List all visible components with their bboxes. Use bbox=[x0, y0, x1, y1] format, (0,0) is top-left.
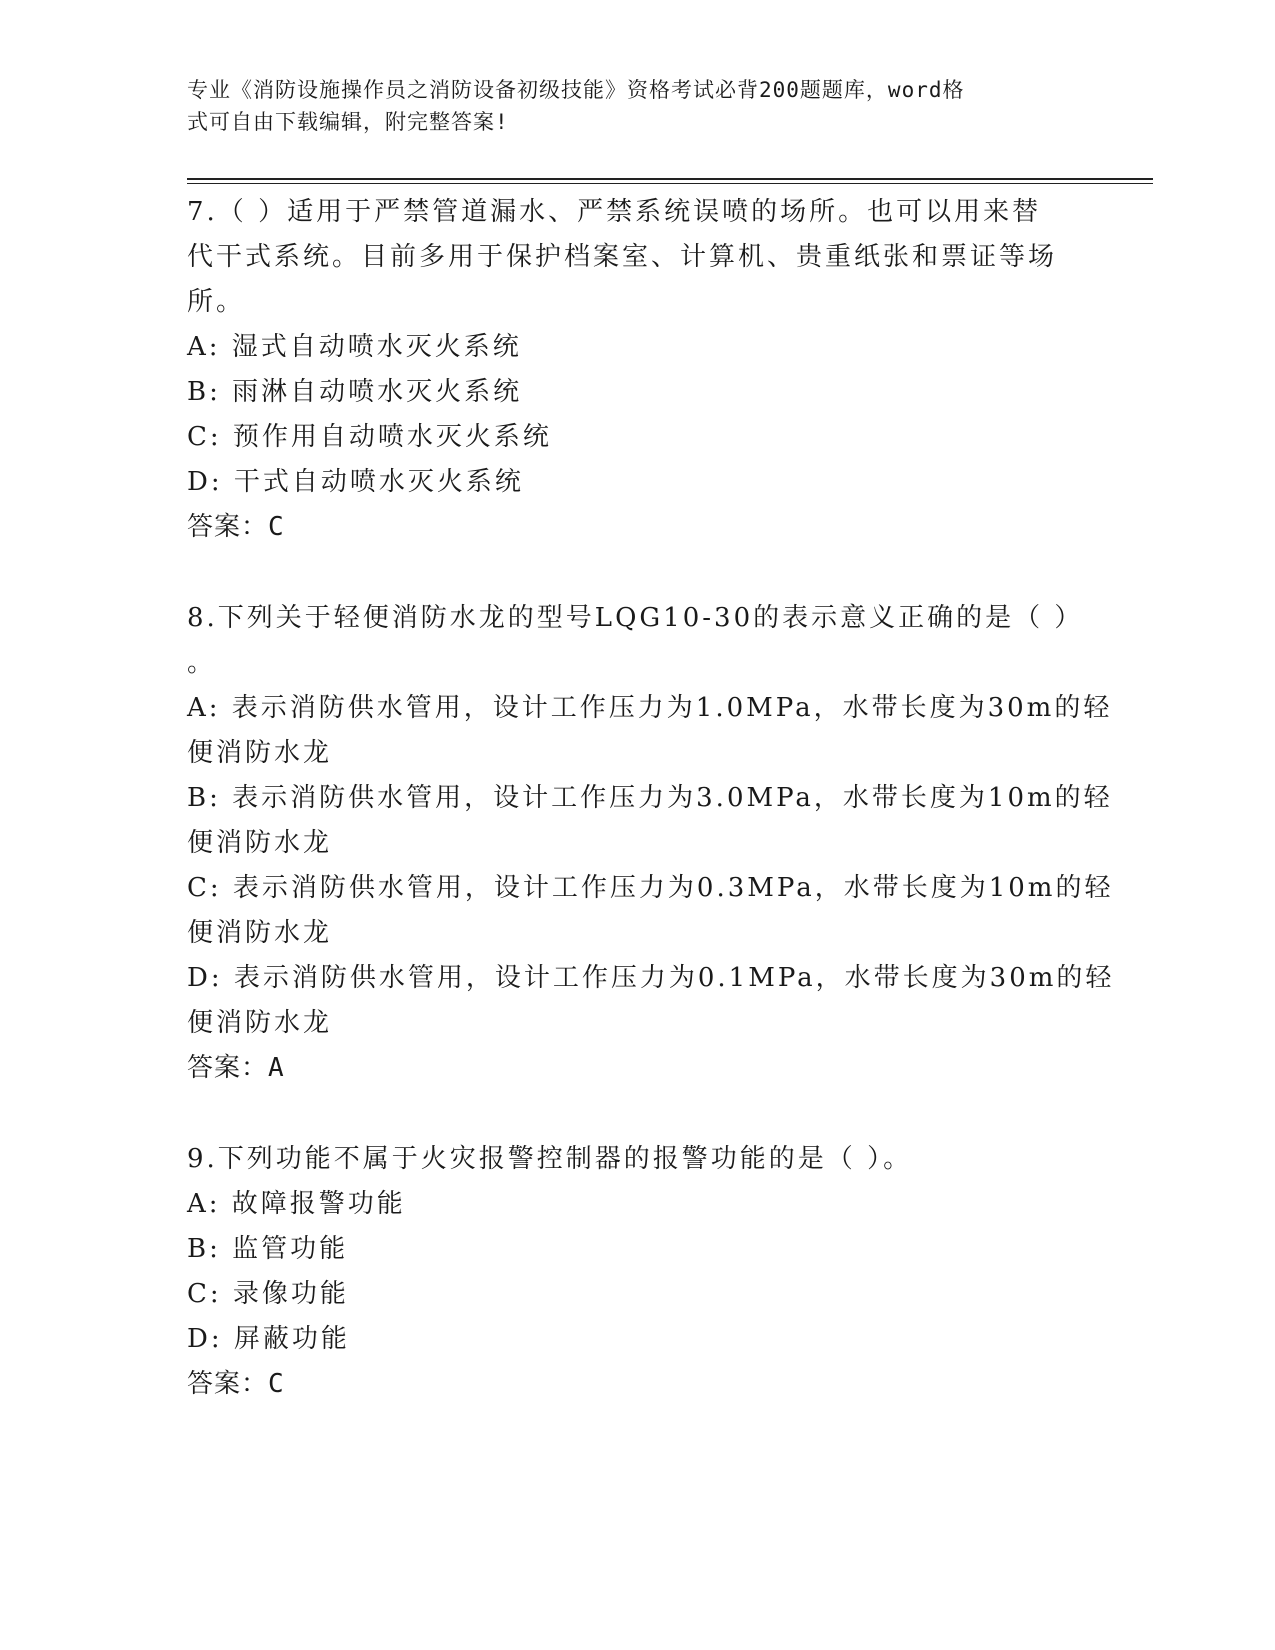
header-line-1: 专业《消防设施操作员之消防设备初级技能》资格考试必背200题题库，word格 bbox=[187, 78, 965, 102]
answer-label: 答案： bbox=[187, 1369, 269, 1399]
option-c: C: 预作用自动喷水灭火系统 bbox=[187, 422, 552, 452]
header-divider-thick bbox=[187, 178, 1153, 180]
answer-value: A bbox=[268, 1053, 285, 1083]
answer-line bbox=[187, 505, 1087, 550]
option-b: B: 监管功能 bbox=[187, 1234, 349, 1264]
option-b: B: 雨淋自动喷水灭火系统 bbox=[187, 377, 523, 407]
question-stem-line: 所。 bbox=[187, 287, 246, 317]
option-c: C: 表示消防供水管用，设计工作压力为0.3MPa，水带长度为10m的轻 bbox=[187, 873, 1114, 903]
question-8 bbox=[187, 596, 1115, 1091]
answer-line bbox=[187, 1362, 1087, 1407]
question-stem-line: 8.下列关于轻便消防水龙的型号LQG10-30的表示意义正确的是（ ） bbox=[187, 603, 1084, 633]
option-c-continued: 便消防水龙 bbox=[187, 918, 333, 948]
document-header bbox=[187, 74, 1067, 138]
answer-line bbox=[187, 1046, 1087, 1091]
option-b-continued: 便消防水龙 bbox=[187, 828, 333, 858]
answer-label: 答案： bbox=[187, 1053, 269, 1083]
option-a-continued: 便消防水龙 bbox=[187, 738, 333, 768]
option-a: A: 湿式自动喷水灭火系统 bbox=[187, 332, 522, 362]
question-list bbox=[187, 190, 1115, 1453]
question-stem-line: 。 bbox=[187, 648, 217, 678]
answer-label: 答案： bbox=[187, 512, 269, 542]
option-d: D: 干式自动喷水灭火系统 bbox=[187, 467, 524, 497]
question-stem-line: 9.下列功能不属于火灾报警控制器的报警功能的是（ ）。 bbox=[187, 1144, 913, 1174]
option-d: D: 屏蔽功能 bbox=[187, 1324, 350, 1354]
option-d: D: 表示消防供水管用，设计工作压力为0.1MPa，水带长度为30m的轻 bbox=[187, 963, 1115, 993]
header-divider-thin bbox=[187, 183, 1153, 184]
answer-value: C bbox=[268, 512, 285, 542]
option-d-continued: 便消防水龙 bbox=[187, 1008, 333, 1038]
option-b: B: 表示消防供水管用，设计工作压力为3.0MPa，水带长度为10m的轻 bbox=[187, 783, 1113, 813]
question-stem-line: 代干式系统。目前多用于保护档案室、计算机、贵重纸张和票证等场 bbox=[187, 242, 1058, 272]
answer-value: C bbox=[268, 1369, 285, 1399]
question-stem-line: 7.（ ）适用于严禁管道漏水、严禁系统误喷的场所。也可以用来替 bbox=[187, 197, 1042, 227]
option-c: C: 录像功能 bbox=[187, 1279, 349, 1309]
option-a: A: 故障报警功能 bbox=[187, 1189, 406, 1219]
question-9 bbox=[187, 1137, 1087, 1407]
option-a: A: 表示消防供水管用，设计工作压力为1.0MPa，水带长度为30m的轻 bbox=[187, 693, 1113, 723]
header-line-2: 式可自由下载编辑，附完整答案! bbox=[187, 110, 509, 134]
question-7 bbox=[187, 190, 1087, 550]
